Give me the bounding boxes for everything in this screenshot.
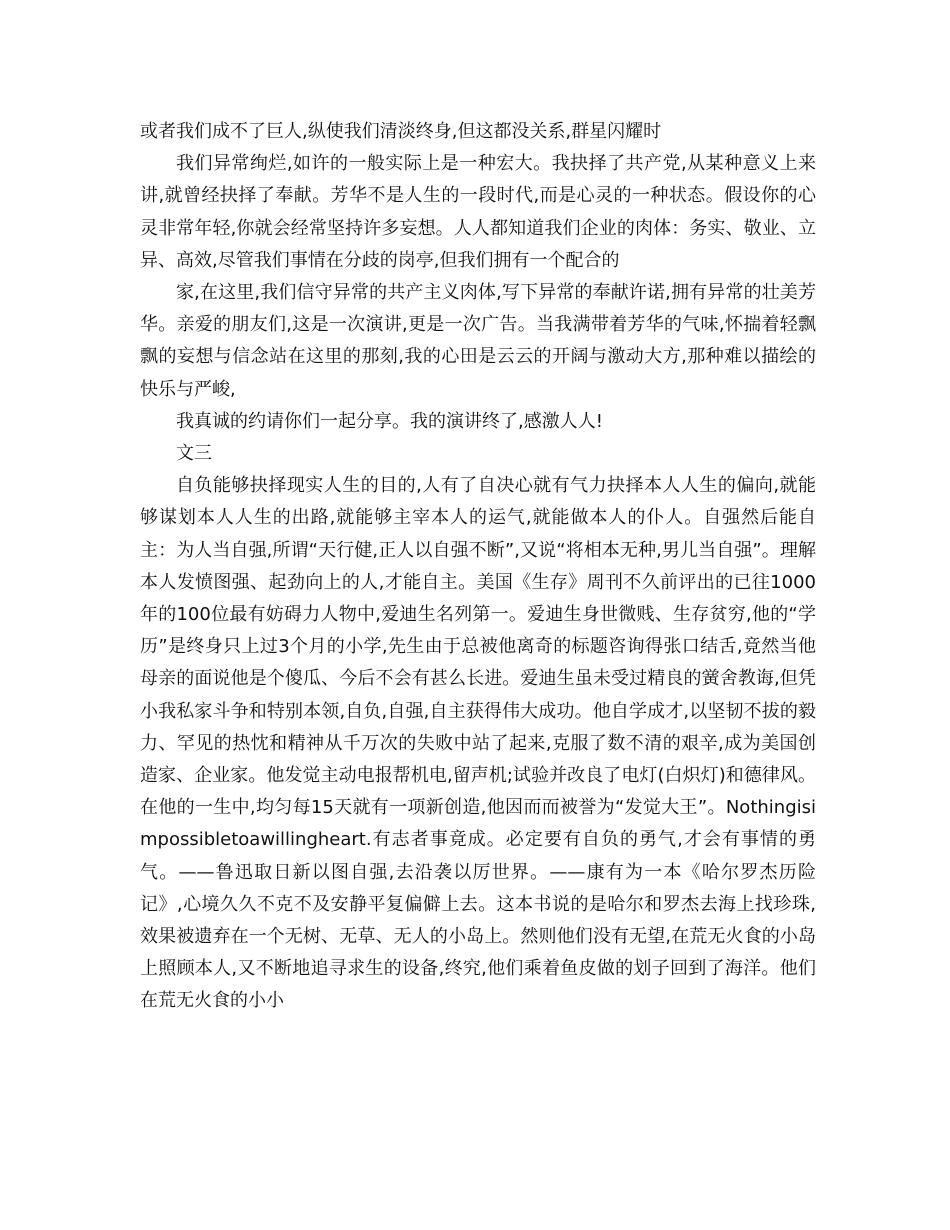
paragraph: 自负能够抉择现实人生的目的,人有了自决心就有气力抉择本人人生的偏向,就能够谋划本人人生的出路,就能够主宰本人的运气,就能做本人的仆人。自强然后能自主：为人当自强,所谓“天行健,正人以自强不断”,又说“将相本无种,男儿当自强”。理解本人发愤图强、起劲向上的人,才能自主。美国《生存》周刊不久前评出的已往1000年的100位最有妨碍力人物中,爱迪生名列第一。爱迪生身世微贱、生存贫穷,他的“学历”是终身只上过3个月的小学,先生由于总被他离奇的标题咨询得张口结舌,竟然当他母亲的面说他是个傻瓜、今后不会有甚么长进。爱迪生虽未受过精良的黉舍教诲,但凭小我私家斗争和特别本领,自负,自强,自主获得伟大成功。他自学成才,以坚韧不拔的毅力、罕见的热忱和精神从千万次的失败中站了起来,克服了数不清的艰辛,成为美国创造家、企业家。他发觉主动电报帮机电,留声机;试验并改良了电灯(白炽灯)和德律风。在他的一生中,均匀每15天就有一项新创造,他因而而被誉为“发觉大王”。Nothingisimpossibletoawillingheart.有志者事竟成。必定要有自负的勇气,才会有事情的勇气。——鲁迅取日新以图自强,去沿袭以厉世界。——康有为一本《哈尔罗杰历险记》,心境久久不克不及安静平复偏僻上去。这本书说的是哈尔和罗杰去海上找珍珠,效果被遗弃在一个无树、无草、无人的小岛上。然则他们没有无望,在荒无火食的小岛上照顾本人,又不断地追寻求生的设备,终究,他们乘着鱼皮做的划子回到了海洋。他们在荒无火食的小小 xyxy=(140,475,816,1012)
paragraph: 我真诚的约请你们一起分享。我的演讲终了,感激人人! xyxy=(176,410,603,432)
section-heading: 文三 xyxy=(176,443,212,465)
paragraph: 家,在这里,我们信守异常的共产主义肉体,写下异常的奉献许诺,拥有异常的壮美芳华。亲爱的朋友们,这是一次演讲,更是一次广告。当我满带着芳华的气味,怀揣着轻飘飘的妄想与信念站在这里的那刻,我的心田是云云的开阔与激动大方,那种难以描绘的快乐与严峻, xyxy=(140,282,816,400)
paragraph-continuation: 或者我们成不了巨人,纵使我们清淡终身,但这都没关系,群星闪耀时 xyxy=(140,121,662,142)
document-body xyxy=(140,116,816,1018)
paragraph: 我们异常绚烂,如许的一般实际上是一种宏大。我抉择了共产党,从某种意义上来讲,就曾经抉择了奉献。芳华不是人生的一段时代,而是心灵的一种状态。假设你的心灵非常年轻,你就会经常坚持许多妄想。人人都知道我们企业的肉体：务实、敬业、立异、高效,尽管我们事情在分歧的岗亭,但我们拥有一个配合的 xyxy=(140,153,816,271)
